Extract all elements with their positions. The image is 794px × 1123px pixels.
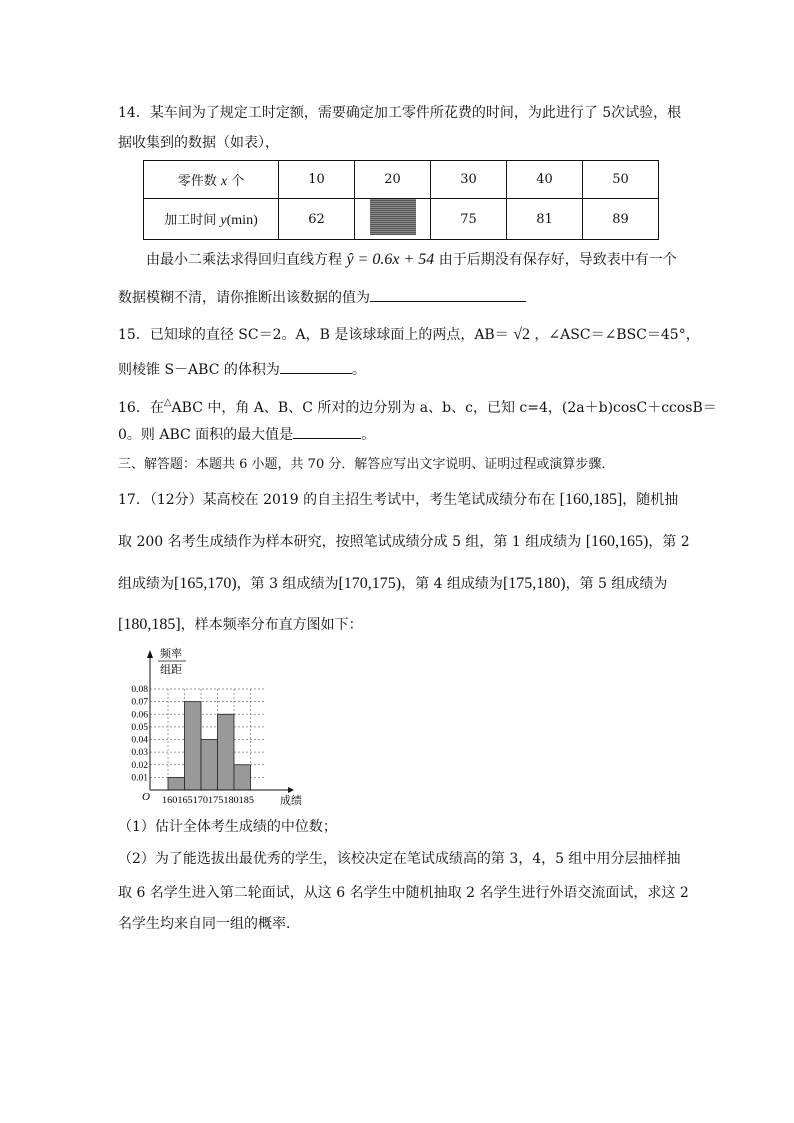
y-tick-label-0.01: 0.01 bbox=[131, 773, 148, 784]
q14-line-4 bbox=[118, 287, 526, 308]
interval-160-185: [160,185] bbox=[559, 491, 623, 508]
q17-line3-text-a: 组成绩为 bbox=[118, 576, 174, 592]
q16-line-1 bbox=[118, 393, 717, 418]
y-axis-arrow bbox=[147, 650, 153, 658]
q14-data-table bbox=[143, 160, 659, 240]
y-tick-label-0.05: 0.05 bbox=[131, 722, 148, 733]
row1-var: x bbox=[220, 173, 228, 189]
x-tick-labels: 160165170175180185 bbox=[162, 796, 255, 806]
table-cell-x-5: 50 bbox=[583, 161, 659, 199]
q16-line2-text-b: 。 bbox=[361, 427, 376, 443]
q17-line-3 bbox=[118, 574, 667, 594]
y-tick-label-0.02: 0.02 bbox=[131, 760, 148, 771]
q15-line2-text-a: 则棱锥 S－ABC 的体积为 bbox=[118, 362, 280, 378]
q17-line2-text-a: 取 200 名考生成绩作为样本研究，按照笔试成绩分成 5 组，第 1 组成绩为 bbox=[118, 534, 582, 550]
q16-line1-text-b: ABC 中，角 A、B、C 所对的边分别为 a、b、c，已知 c=4，(2a＋b)cosC＋ccosB＝ bbox=[171, 400, 717, 416]
row2-unit: (min) bbox=[226, 213, 258, 228]
q16-line2-text-a: 0。则 ABC 面积的最大值是 bbox=[118, 427, 294, 443]
interval-group-5: [180,185] bbox=[118, 616, 181, 633]
table-cell-x-2: 20 bbox=[355, 161, 431, 199]
q17-line-2 bbox=[118, 532, 690, 552]
interval-group-4: [175,180) bbox=[502, 575, 566, 592]
q16-line1-text-a: 16．在 bbox=[118, 400, 164, 416]
table-cell-y-5: 89 bbox=[583, 199, 659, 240]
q17-line3-text-b: ，第 3 组成绩为 bbox=[236, 576, 339, 592]
q14-line-3 bbox=[146, 250, 677, 270]
q17-line-4 bbox=[118, 615, 363, 635]
section-3-heading: 三、解答题：本题共 6 小题，共 70 分．解答应写出文字说明、证明过程或演算步骤． bbox=[118, 457, 615, 472]
smudged-value-image bbox=[370, 199, 416, 235]
q15-line1-text-a: 15．已知球的直径 SC＝2。A，B 是该球球面上的两点，AB＝ bbox=[118, 327, 509, 343]
origin-label: O bbox=[142, 791, 150, 803]
y-tick-label-0.06: 0.06 bbox=[131, 710, 148, 721]
sqrt-two: √2 bbox=[513, 326, 530, 343]
table-cell-y-4: 81 bbox=[507, 199, 583, 240]
histogram-bar-2 bbox=[185, 702, 202, 790]
q17-part-2-line-1: （2）为了能选拔出最优秀的学生，该校决定在笔试成绩高的第 3，4，5 组中用分层抽样抽 bbox=[118, 851, 681, 867]
table-cell-y-2-smudged bbox=[355, 199, 431, 240]
q14-line3-text-b: 由于后期没有保存好，导致表中有一个 bbox=[438, 252, 677, 268]
answer-blank-q16[interactable] bbox=[293, 424, 361, 439]
row2-header bbox=[144, 199, 279, 240]
q14-line-2: 据收集到的数据（如表）， bbox=[118, 135, 279, 151]
q17-line3-text-d: ，第 5 组成绩为 bbox=[565, 576, 668, 592]
frequency-histogram bbox=[118, 644, 318, 812]
q14-line-1: 14．某车间为了规定工时定额，需要确定加工零件所花费的时间，为此进行了 5次试验，根 bbox=[118, 105, 682, 121]
histogram-bar-4 bbox=[218, 714, 235, 790]
interval-group-1: [160,165) bbox=[585, 533, 649, 550]
histogram-bar-3 bbox=[201, 740, 218, 791]
q16-line-2 bbox=[118, 424, 375, 445]
q15-line1-text-b: ，∠ASC＝∠BSC＝45°， bbox=[534, 327, 700, 343]
q17-part-2-line-3: 名学生均来自同一组的概率． bbox=[118, 916, 300, 932]
interval-group-3: [170,175) bbox=[338, 575, 402, 592]
q14-line3-text-a: 由最小二乘法求得回归直线方程 bbox=[146, 252, 342, 268]
q17-part-2-line-2: 取 6 名学生进入第二轮面试，从这 6 名学生中随机抽取 2 名学生进行外语交流面试，求这 2 bbox=[118, 885, 689, 901]
table-cell-x-3: 30 bbox=[431, 161, 507, 199]
triangle-symbol: △ bbox=[163, 397, 172, 408]
q17-line4-text-b: ，样本频率分布直方图如下： bbox=[180, 617, 363, 633]
q14-line4-text: 数据模糊不清，请你推断出该数据的值为 bbox=[118, 290, 370, 306]
answer-blank-q15[interactable] bbox=[280, 359, 352, 374]
q15-line-1 bbox=[118, 325, 700, 345]
table-row-time bbox=[144, 199, 659, 240]
q17-line1-text-a: 17．（12分）某高校在 2019 的自主招生考试中，考生笔试成绩分布在 bbox=[118, 492, 556, 508]
q17-part-1: （1）估计全体考生成绩的中位数； bbox=[118, 819, 337, 835]
table-cell-x-4: 40 bbox=[507, 161, 583, 199]
regression-equation: ŷ = 0.6x + 54 bbox=[346, 251, 435, 268]
interval-group-2: [165,170) bbox=[174, 575, 237, 592]
y-tick-label-0.04: 0.04 bbox=[131, 735, 148, 746]
row1-unit: 个 bbox=[231, 173, 245, 189]
y-axis-label-top: 频率 bbox=[160, 647, 182, 660]
y-tick-label-0.03: 0.03 bbox=[131, 748, 148, 759]
row1-header bbox=[144, 161, 279, 199]
q15-line2-text-b: 。 bbox=[351, 362, 366, 378]
q15-line-2 bbox=[118, 359, 366, 380]
row2-label: 加工时间 bbox=[164, 213, 217, 228]
row2-var: y bbox=[220, 213, 227, 228]
histogram-bar-5 bbox=[234, 765, 251, 790]
table-cell-x-1: 10 bbox=[279, 161, 355, 199]
answer-blank-q14[interactable] bbox=[370, 287, 526, 302]
table-cell-y-3: 75 bbox=[431, 199, 507, 240]
y-axis-label-bottom: 组距 bbox=[160, 663, 182, 676]
y-tick-label-0.08: 0.08 bbox=[131, 685, 148, 695]
y-tick-label-0.07: 0.07 bbox=[131, 697, 148, 708]
q17-line2-text-b: ，第 2 bbox=[648, 534, 690, 550]
row1-label: 零件数 bbox=[177, 173, 217, 189]
q17-line-1 bbox=[118, 490, 678, 510]
q17-line3-text-c: ，第 4 组成绩为 bbox=[401, 576, 503, 592]
x-axis-arrow bbox=[288, 787, 294, 793]
q17-line1-text-b: ，随机抽 bbox=[622, 492, 679, 508]
histogram-bar-1 bbox=[168, 777, 185, 790]
table-cell-y-1: 62 bbox=[279, 199, 355, 240]
x-axis-label: 成绩 bbox=[280, 794, 302, 807]
table-row-part-count bbox=[144, 161, 659, 199]
